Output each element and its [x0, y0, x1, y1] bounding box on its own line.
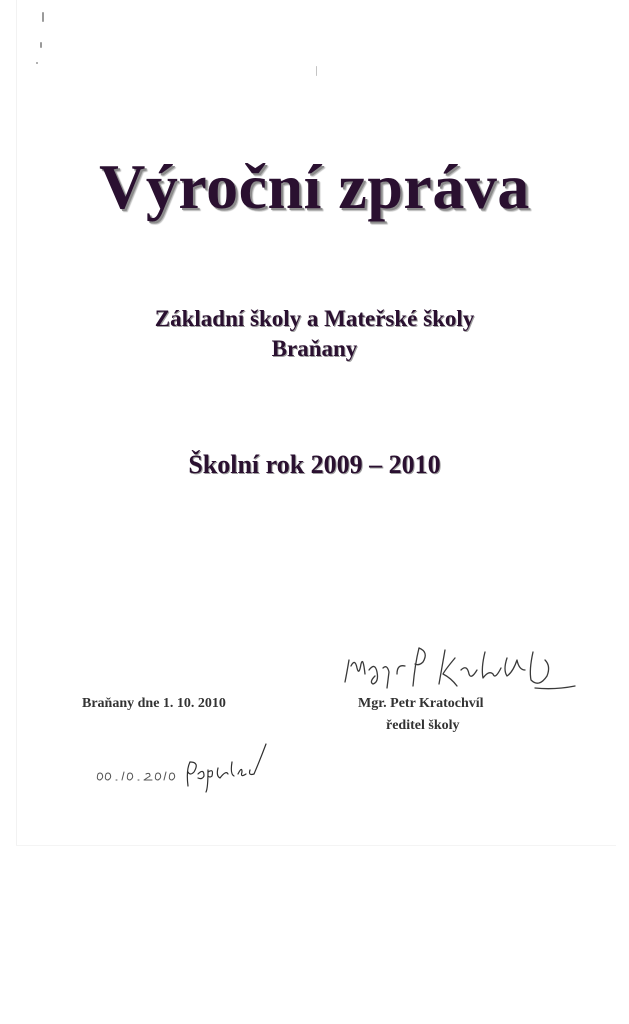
handwritten-note [90, 740, 280, 800]
page-title: Výroční zpráva [99, 151, 530, 222]
school-location: Braňany [271, 336, 358, 361]
director-role: ředitel školy [386, 718, 460, 733]
scan-speck [36, 62, 38, 64]
scan-edge [16, 0, 17, 845]
school-year: Školní rok 2009 – 2010 [188, 450, 441, 479]
scan-speck [40, 42, 42, 48]
director-signature [335, 630, 585, 705]
scan-bottom-edge [16, 845, 616, 846]
place-and-date: Braňany dne 1. 10. 2010 [82, 696, 226, 711]
director-name: Mgr. Petr Kratochvíl [358, 696, 484, 711]
scan-speck [42, 12, 44, 22]
scan-speck [316, 66, 317, 76]
school-name: Základní školy a Mateřské školy [154, 306, 475, 331]
